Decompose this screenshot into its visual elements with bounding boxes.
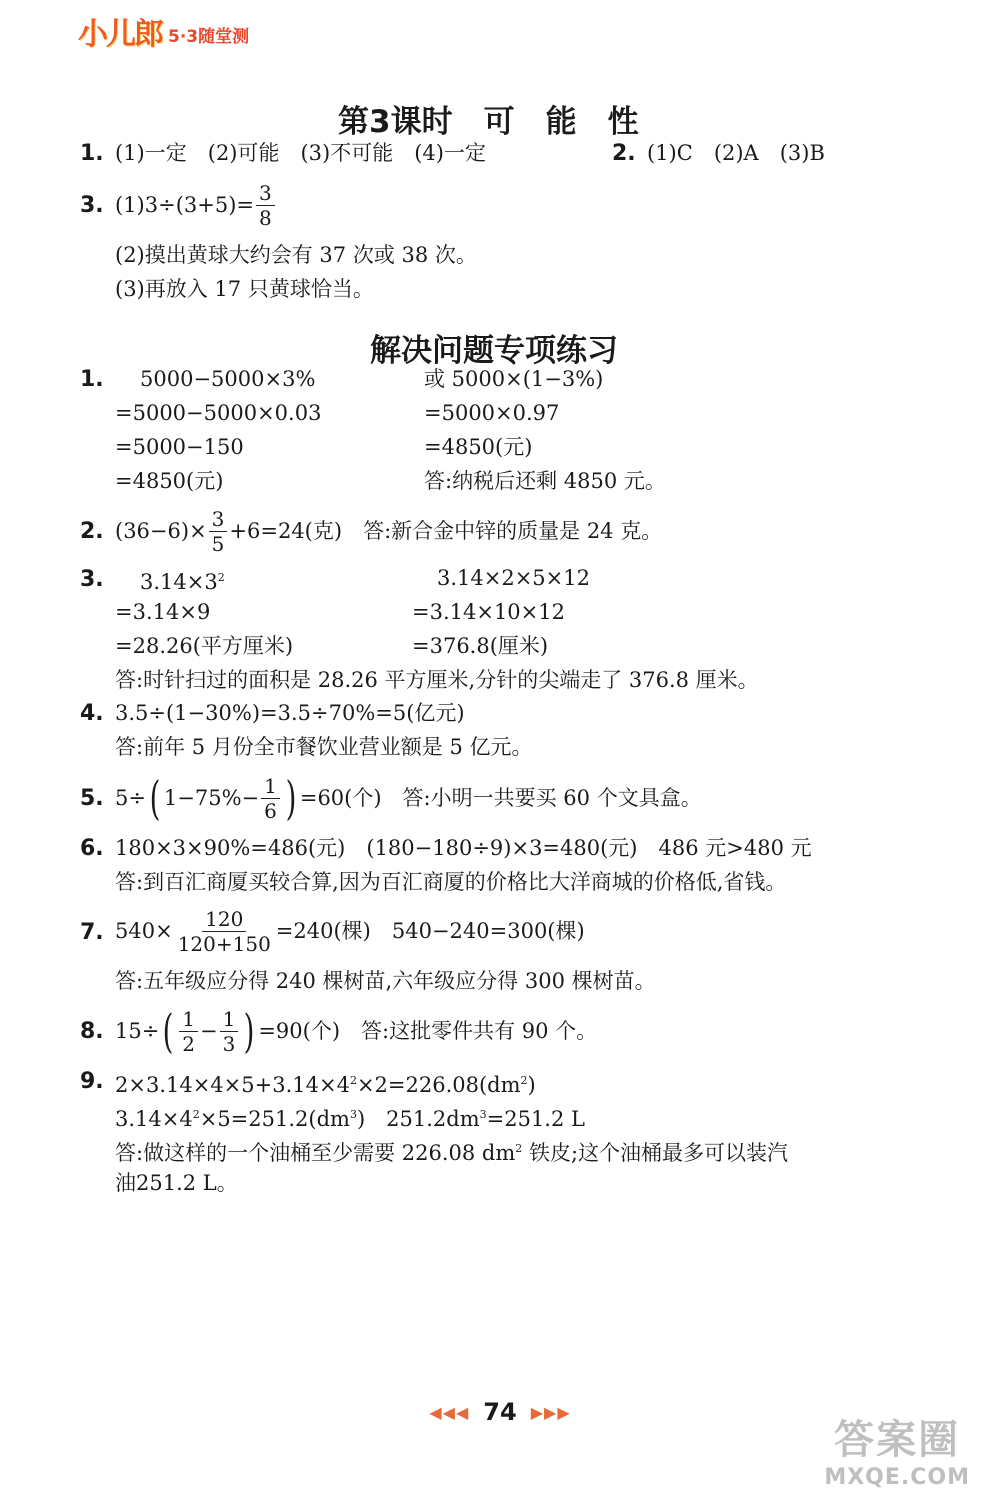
p4-answer: 答:前年 5 月份全市餐饮业营业额是 5 亿元。 — [115, 735, 533, 759]
exponent: 3 — [349, 1108, 357, 1121]
p8-expr-start: 15÷ — [115, 1019, 160, 1043]
p3-answer: 答:时针扫过的面积是 28.26 平方厘米,分针的尖端走了 376.8 厘米。 — [115, 668, 759, 692]
denominator: 3 — [222, 1031, 236, 1056]
p2-expr-start: (36−6)× — [115, 519, 207, 543]
p8-line — [115, 1003, 597, 1059]
q1-number: 1. — [80, 141, 104, 166]
p6-answer: 答:到百汇商厦买较合算,因为百汇商厦的价格比大洋商城的价格低,省钱。 — [115, 870, 787, 894]
p1-left-2: =5000−5000×0.03 — [115, 401, 322, 425]
p7-number: 7. — [80, 920, 104, 945]
p9-answer-1-a: 答:做这样的一个油桶至少需要 226.08 dm — [115, 1141, 516, 1165]
p5-expr-end: =60(个) 答:小明一共要买 60 个文具盒。 — [299, 786, 702, 810]
p6-line: 180×3×90%=486(元) (180−180÷9)×3=480(元) 486 元>480 元 — [115, 836, 812, 860]
p9-answer-2: 油251.2 L。 — [115, 1171, 238, 1195]
left-paren: ( — [162, 1004, 174, 1058]
p9-line1-a: 2×3.14×4×5+3.14×4 — [115, 1073, 350, 1097]
watermark-title: 答案圈 — [834, 1417, 961, 1463]
p9-answer-1 — [115, 1136, 788, 1166]
right-paren: ) — [285, 771, 297, 825]
p9-line2-c: ) 251.2dm — [356, 1107, 480, 1131]
p8-number: 8. — [80, 1019, 104, 1044]
exponent: 3 — [479, 1108, 487, 1121]
p5-expr-mid: 1−75%− — [163, 786, 260, 810]
left-paren: ( — [149, 771, 161, 825]
p9-line2 — [115, 1102, 585, 1132]
p3-left-3: =28.26(平方厘米) — [115, 634, 294, 658]
p5-expr-start: 5÷ — [115, 786, 146, 810]
p1-left-3: =5000−150 — [115, 435, 244, 459]
p3-left-1-text: 3.14×3 — [140, 570, 218, 594]
q2-number: 2. — [612, 141, 636, 166]
left-arrows-icon: ◀◀◀ — [429, 1402, 470, 1422]
p9-line1-b: ×2=226.08(dm — [356, 1073, 521, 1097]
p8-expr-end: =90(个) 答:这批零件共有 90 个。 — [258, 1019, 598, 1043]
right-arrows-icon: ▶▶▶ — [530, 1402, 571, 1422]
numerator: 3 — [256, 181, 275, 206]
p2-fraction — [209, 507, 228, 556]
q3-fraction — [256, 181, 275, 230]
denominator: 120+150 — [177, 931, 271, 956]
watermark — [824, 1408, 970, 1490]
exponent: 2 — [515, 1142, 523, 1155]
numerator: 120 — [202, 907, 246, 932]
p3-right-1: 3.14×2×5×12 — [437, 566, 590, 590]
p7-answer: 答:五年级应分得 240 棵树苗,六年级应分得 300 棵树苗。 — [115, 969, 656, 993]
page-number: 74 — [483, 1398, 517, 1426]
p9-line2-d: =251.2 L — [486, 1107, 585, 1131]
p5-number: 5. — [80, 786, 104, 811]
p2-expr-end: +6=24(克) 答:新合金中锌的质量是 24 克。 — [229, 519, 663, 543]
denominator: 6 — [264, 798, 277, 823]
watermark-url: MXQE.COM — [824, 1465, 970, 1490]
p1-right-1: 或 5000×(1−3%) — [424, 367, 604, 391]
p3-left-2: =3.14×9 — [115, 600, 211, 624]
denominator: 5 — [211, 531, 225, 556]
p4-number: 4. — [80, 701, 104, 726]
p9-number: 9. — [80, 1069, 104, 1094]
publisher-logo — [78, 12, 249, 50]
p9-answer-1-b: 铁皮;这个油桶最多可以装汽 — [522, 1141, 789, 1165]
p3-left-1 — [140, 565, 225, 595]
p7-line — [115, 902, 585, 960]
p9-line1-c: ) — [527, 1073, 536, 1097]
p7-expr-start: 540× — [115, 919, 173, 943]
p4-line: 3.5÷(1−30%)=3.5÷70%=5(亿元) — [115, 701, 465, 725]
p1-right-2: =5000×0.97 — [424, 401, 560, 425]
q3-line3: (3)再放入 17 只黄球恰当。 — [115, 277, 374, 301]
p2-line — [115, 504, 662, 558]
q3-number: 3. — [80, 193, 104, 218]
p7-expr-end: =240(棵) 540−240=300(棵) — [275, 919, 585, 943]
brand-name: 小儿郎 — [78, 17, 162, 52]
p1-left-4: =4850(元) — [115, 469, 224, 493]
p9-line2-b: ×5=251.2(dm — [199, 1107, 350, 1131]
denominator: 2 — [182, 1031, 196, 1056]
exponent: 2 — [349, 1074, 357, 1087]
p1-number: 1. — [80, 367, 104, 392]
q3-line2: (2)摸出黄球大约会有 37 次或 38 次。 — [115, 243, 477, 267]
p9-line2-a: 3.14×4 — [115, 1107, 193, 1131]
p3-right-3: =376.8(厘米) — [412, 634, 549, 658]
exponent: 2 — [192, 1108, 200, 1121]
series-name: 5·3随堂测 — [168, 26, 250, 47]
p2-number: 2. — [80, 519, 104, 544]
exponent: 2 — [217, 571, 225, 584]
q3-line1 — [115, 178, 277, 232]
p3-right-2: =3.14×10×12 — [412, 600, 565, 624]
q2-answer: (1)C (2)A (3)B — [647, 141, 825, 165]
q1-answer: (1)一定 (2)可能 (3)不可能 (4)一定 — [115, 141, 486, 165]
numerator: 1 — [179, 1007, 198, 1032]
exponent: 2 — [520, 1074, 528, 1087]
minus-sign: − — [200, 1019, 218, 1043]
numerator: 1 — [220, 1007, 239, 1032]
denominator: 8 — [259, 205, 272, 230]
p9-line1 — [115, 1068, 536, 1098]
numerator: 1 — [261, 774, 280, 799]
right-paren: ) — [243, 1004, 255, 1058]
p1-left-1: 5000−5000×3% — [140, 367, 316, 391]
numerator: 3 — [209, 507, 228, 532]
p8-fraction-2 — [220, 1007, 239, 1056]
p5-fraction — [261, 774, 280, 823]
p1-right-3: =4850(元) — [424, 435, 533, 459]
p1-answer: 答:纳税后还剩 4850 元。 — [424, 469, 666, 493]
p6-number: 6. — [80, 836, 104, 861]
p3-number: 3. — [80, 567, 104, 592]
p8-fraction-1 — [179, 1007, 198, 1056]
p7-fraction — [175, 907, 274, 956]
q3-expression: (1)3÷(3+5)= — [115, 193, 255, 217]
p5-line — [115, 770, 702, 826]
lesson-title: 第3课时 可 能 性 — [338, 104, 639, 140]
section-title: 解决问题专项练习 — [370, 333, 618, 369]
